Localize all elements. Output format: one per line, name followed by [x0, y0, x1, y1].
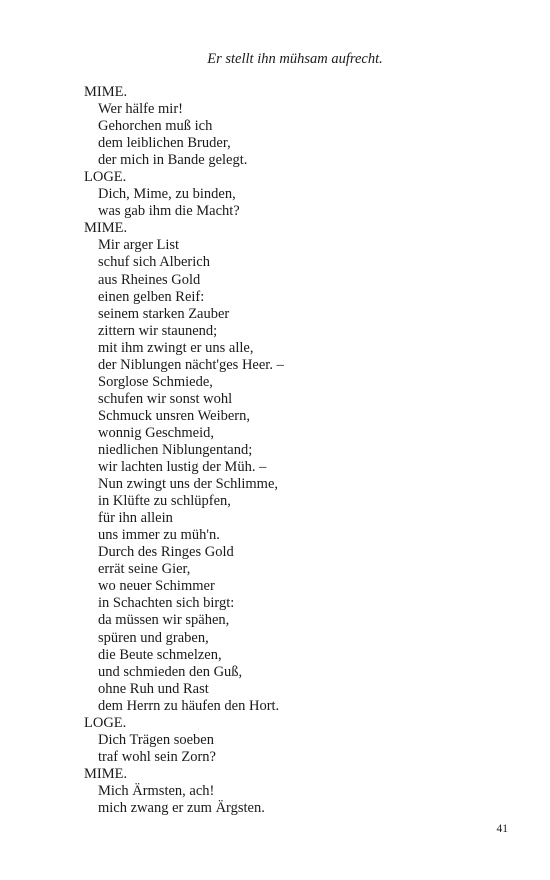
verse-line: uns immer zu müh'n. — [98, 527, 220, 544]
verse-line: wo neuer Schimmer — [98, 578, 215, 595]
verse-line: Dich, Mime, zu binden, — [98, 186, 236, 203]
verse-line: niedlichen Niblungentand; — [98, 441, 253, 458]
verse-line: Durch des Ringes Gold — [98, 544, 234, 561]
verse-line: schufen wir sonst wohl — [98, 390, 233, 407]
verse-line: der Niblungen nächt'ges Heer. – — [98, 356, 284, 373]
verse-line: da müssen wir spähen, — [98, 612, 230, 629]
speaker-name: LOGE. — [84, 714, 127, 731]
verse-line: mit ihm zwingt er uns alle, — [98, 339, 254, 356]
verse-line: wir lachten lustig der Müh. – — [98, 459, 267, 476]
verse-line: Schmuck unsren Weibern, — [98, 407, 250, 424]
verse-line: Sorglose Schmiede, — [98, 373, 213, 390]
verse-line: aus Rheines Gold — [98, 271, 201, 288]
verse-line: was gab ihm die Macht? — [98, 203, 240, 220]
verse-line: Nun zwingt uns der Schlimme, — [98, 476, 279, 493]
verse-line: dem leiblichen Bruder, — [98, 135, 231, 152]
speaker-name: MIME. — [84, 84, 128, 100]
stage-direction: Er stellt ihn mühsam aufrecht. — [207, 51, 383, 67]
page-number: 41 — [496, 823, 508, 835]
drama-text — [84, 84, 504, 817]
verse-line: zittern wir staunend; — [98, 322, 218, 339]
verse-line: in Schachten sich birgt: — [98, 595, 235, 612]
verse-line: in Klüfte zu schlüpfen, — [98, 493, 231, 510]
verse-line: ohne Ruh und Rast — [98, 680, 209, 697]
verse-line: der mich in Bande gelegt. — [98, 152, 248, 169]
verse-line: wonnig Geschmeid, — [98, 424, 214, 441]
verse-line: spüren und graben, — [98, 629, 209, 646]
verse-line: und schmieden den Guß, — [98, 663, 243, 680]
verse-line: Mich Ärmsten, ach! — [98, 782, 215, 799]
verse-line: dem Herrn zu häufen den Hort. — [98, 697, 280, 714]
verse-line: einen gelben Reif: — [98, 288, 205, 305]
verse-line: Mir arger List — [98, 237, 180, 254]
speaker-name: LOGE. — [84, 169, 127, 186]
speaker-name: MIME. — [84, 765, 128, 782]
verse-line: die Beute schmelzen, — [98, 646, 222, 663]
verse-line: mich zwang er zum Ärgsten. — [98, 799, 265, 816]
verse-line: errät seine Gier, — [98, 561, 191, 578]
speaker-name: MIME. — [84, 220, 128, 237]
verse-line: Dich Trägen soeben — [98, 731, 214, 748]
verse-line: Gehorchen muß ich — [98, 118, 213, 135]
verse-line: seinem starken Zauber — [98, 305, 230, 322]
verse-line: für ihn allein — [98, 510, 173, 527]
verse-line: Wer hälfe mir! — [98, 101, 183, 118]
verse-line: schuf sich Alberich — [98, 254, 210, 271]
verse-line: traf wohl sein Zorn? — [98, 748, 216, 765]
